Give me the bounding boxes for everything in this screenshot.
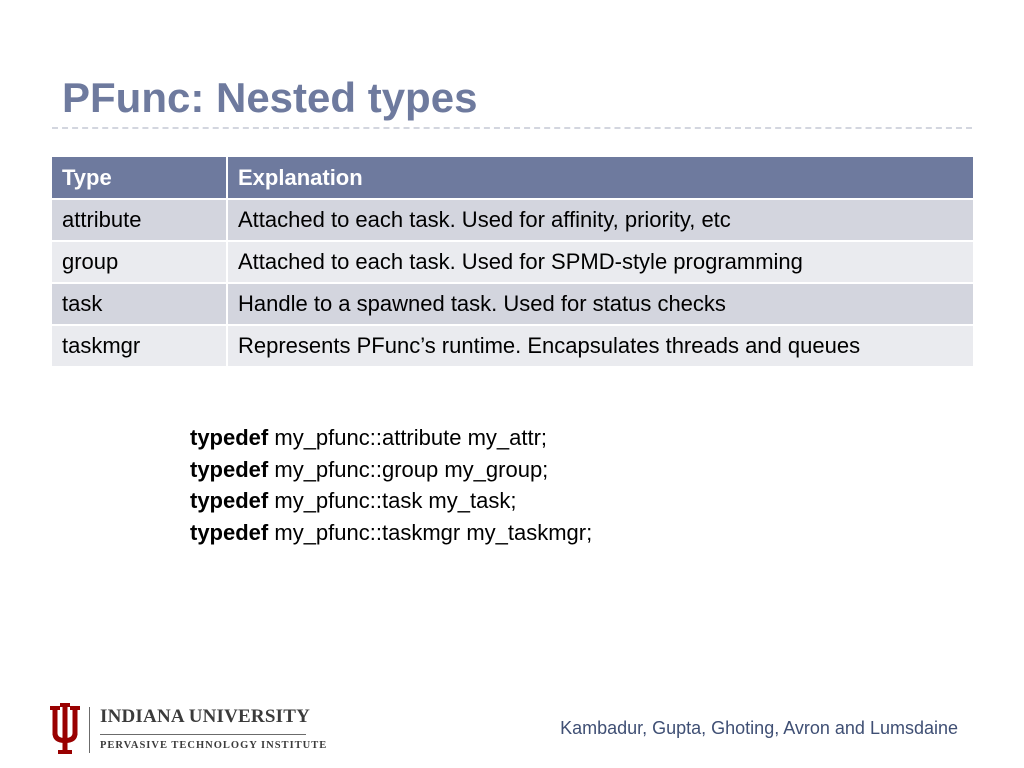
code-line — [190, 422, 592, 454]
table-row — [52, 200, 973, 242]
table-row — [52, 284, 973, 326]
code-keyword: typedef — [190, 456, 269, 482]
logo-underline — [100, 734, 306, 735]
code-text: my_pfunc::group my_group; — [268, 456, 549, 482]
code-keyword: typedef — [190, 519, 269, 545]
header-type: Type — [52, 157, 228, 200]
code-keyword: typedef — [190, 488, 269, 513]
cell-explanation: Attached to each task. Used for SPMD-style programming — [228, 242, 973, 284]
code-line — [190, 485, 592, 517]
iu-trident-icon — [50, 703, 80, 755]
cell-type: task — [52, 284, 228, 326]
table-row — [52, 242, 973, 284]
code-line — [190, 454, 592, 486]
cell-explanation: Represents PFunc’s runtime. Encapsulates threads and queues — [228, 326, 973, 368]
table-header-row — [52, 157, 973, 200]
logo-divider — [89, 707, 90, 753]
code-block — [190, 422, 592, 548]
cell-type: attribute — [52, 200, 228, 242]
footer-authors: Kambadur, Gupta, Ghoting, Avron and Lumsdaine — [560, 718, 958, 738]
table-row — [52, 326, 973, 368]
indiana-university-logo — [50, 703, 328, 755]
title-divider — [52, 127, 972, 129]
logo-subtitle: PERVASIVE TECHNOLOGY INSTITUTE — [100, 740, 328, 751]
slide-title: PFunc: Nested types — [62, 74, 478, 121]
code-text: my_pfunc::attribute my_attr; — [268, 425, 548, 450]
logo-name: INDIANA UNIVERSITY — [100, 706, 311, 727]
cell-explanation: Attached to each task. Used for affinity, priority, etc — [228, 200, 973, 242]
cell-explanation: Handle to a spawned task. Used for status checks — [228, 284, 973, 326]
code-text: my_pfunc::task my_task; — [268, 488, 517, 513]
cell-type: group — [52, 242, 228, 284]
code-text: my_pfunc::taskmgr my_taskmgr; — [268, 519, 593, 545]
cell-type: taskmgr — [52, 326, 228, 368]
code-keyword: typedef — [190, 425, 269, 450]
header-explanation: Explanation — [228, 157, 973, 200]
code-line — [190, 517, 592, 549]
types-table — [52, 157, 973, 368]
